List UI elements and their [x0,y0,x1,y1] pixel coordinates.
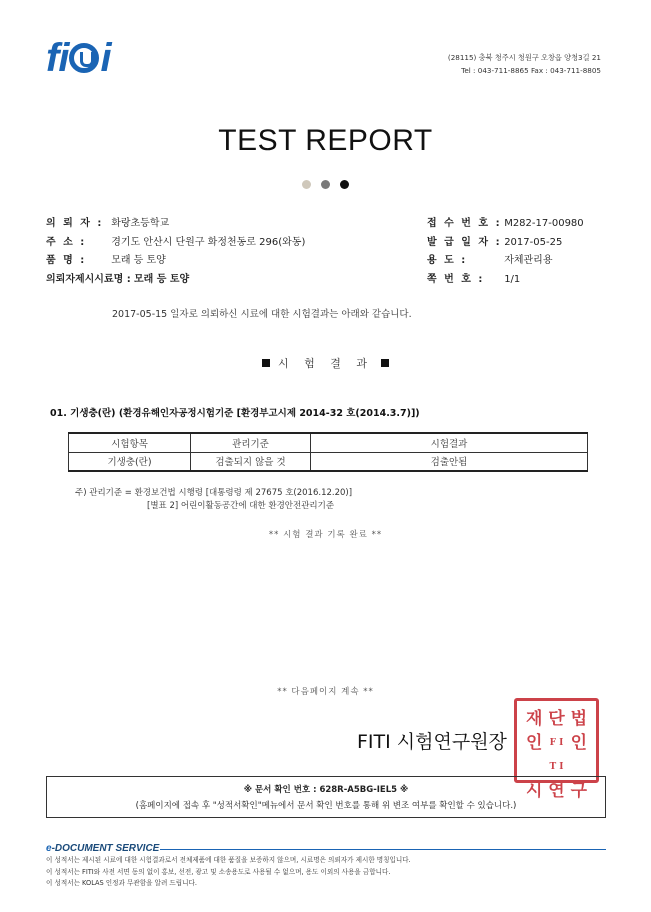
table-header-cell: 관리기준 [191,433,311,452]
item-value: 모래 등 토양 [111,255,166,267]
disclaimer-block [46,855,411,890]
disclaimer-line: 이 성적서는 FITI와 사전 서면 동의 없이 홍보, 선전, 광고 및 소송용도로 사용될 수 없으며, 용도 이외의 사용을 금합니다. [46,867,391,876]
confirm-number: ※ 문서 확인 번호 : 628R-A5BG-IEL5 ※ [243,785,409,795]
client-info [46,215,305,289]
address-value: 경기도 안산시 단원구 화정천동로 296(와동) [111,236,306,248]
edocument-e: e [46,843,52,854]
address-row [46,234,305,253]
sample-row [46,271,305,290]
issue-date-row [427,234,584,253]
disclaimer-line: 이 성적서는 KOLAS 인정과 무관함을 알려 드립니다. [46,879,197,887]
results-heading [0,355,651,371]
page-value: 1/1 [504,273,521,285]
seal-char: 인 [570,733,588,753]
decorative-dots [0,180,651,189]
edocument-text: -DOCUMENT SERVICE [51,843,160,854]
intro-text: 2017-05-15 일자로 의뢰하신 시료에 대한 시험결과는 아래와 같습니다. [112,309,412,320]
use-value: 자체관리용 [504,255,553,267]
page-row [427,271,584,290]
notes [75,487,352,513]
seal-grid [523,707,590,801]
table-header-cell: 시험결과 [311,433,588,452]
note-line: [별표 2] 어린이활동공간에 대한 환경안전관리기준 [147,501,335,511]
use-label: 용 도 : [427,255,468,267]
square-bullet-icon [262,359,270,367]
logo-ring-icon [69,43,99,73]
page-label: 쪽 번 호 : [427,273,485,285]
issue-date-value: 2017-05-25 [504,236,563,248]
results-heading-text: 시 험 결 과 [278,357,373,370]
address-label: 주 소 : [46,236,87,248]
table-cell: 검출되지 않을 것 [191,452,311,471]
dot-icon [302,180,311,189]
edocument-service-label [46,843,159,854]
record-done-text: ** 시험 결과 기록 완료 ** [268,530,383,540]
item-label: 품 명 : [46,255,87,267]
use-row [427,252,584,271]
disclaimer-line: 이 성적서는 제시된 시료에 대한 시험결과로서 전체제품에 대한 품질을 보증하지 않으며, 시료명은 의뢰자가 제시한 명칭입니다. [46,856,411,864]
dot-icon [340,180,349,189]
receipt-info [427,215,584,289]
table-cell: 기생충(란) [69,452,191,471]
seal-char: F I T I [549,738,564,772]
results-table [68,432,588,472]
square-bullet-icon [381,359,389,367]
requester-label: 의 뢰 자 : [46,218,104,229]
official-seal [514,698,599,801]
seal-char: 시 [525,781,543,801]
table-row [69,452,588,471]
issue-date-label: 발 급 일 자 : [427,236,502,248]
seal-char: 인 [525,733,543,753]
header-address-block [448,51,601,77]
item-row [46,252,305,271]
footer-divider [160,849,606,850]
note-line: 주) 관리기준 = 환경보건법 시행령 [대통령령 제 27675 호(2016.12.20)] [75,488,353,498]
seal-char: 연 [548,781,565,801]
table-cell: 검출안됨 [311,452,588,471]
receipt-number-value: M282-17-00980 [504,218,584,229]
seal-char: 재 [525,709,543,729]
confirm-instruction: (홈페이지에 접속 후 "성적서확인"메뉴에서 문서 확인 번호를 통해 위 변조 여부를 확인할 수 있습니다.) [135,801,517,811]
next-page-text: ** 다음페이지 계속 ** [277,687,374,697]
table-header-row [69,433,588,452]
director-name: FITI 시험연구원장 [357,731,507,753]
fiti-logo: fi i [46,36,111,80]
header-contact: Tel : 043-711-8865 Fax : 043-711-8805 [461,66,601,75]
sample-label: 의뢰자제시시료명 : [46,273,131,285]
sample-value: 모래 등 토양 [133,273,190,285]
requester-value: 화랑초등학교 [111,218,170,229]
seal-char: 구 [570,781,588,801]
receipt-number-label: 접 수 번 호 : [427,218,502,229]
requester-row [46,215,305,234]
header-address: (28115) 충북 청주시 청원구 오창읍 양청3길 21 [447,53,601,62]
document-confirm-box [46,776,606,818]
section-title: 01. 기생충(란) (환경유해인자공정시험기준 [환경부고시제 2014-32 호(2014.3.7)]) [50,408,420,419]
receipt-number-row [427,215,584,234]
table-header-cell: 시험항목 [69,433,191,452]
page-title: TEST REPORT [218,124,433,157]
seal-char: 법 [570,709,588,729]
dot-icon [321,180,330,189]
seal-char: 단 [548,709,565,729]
